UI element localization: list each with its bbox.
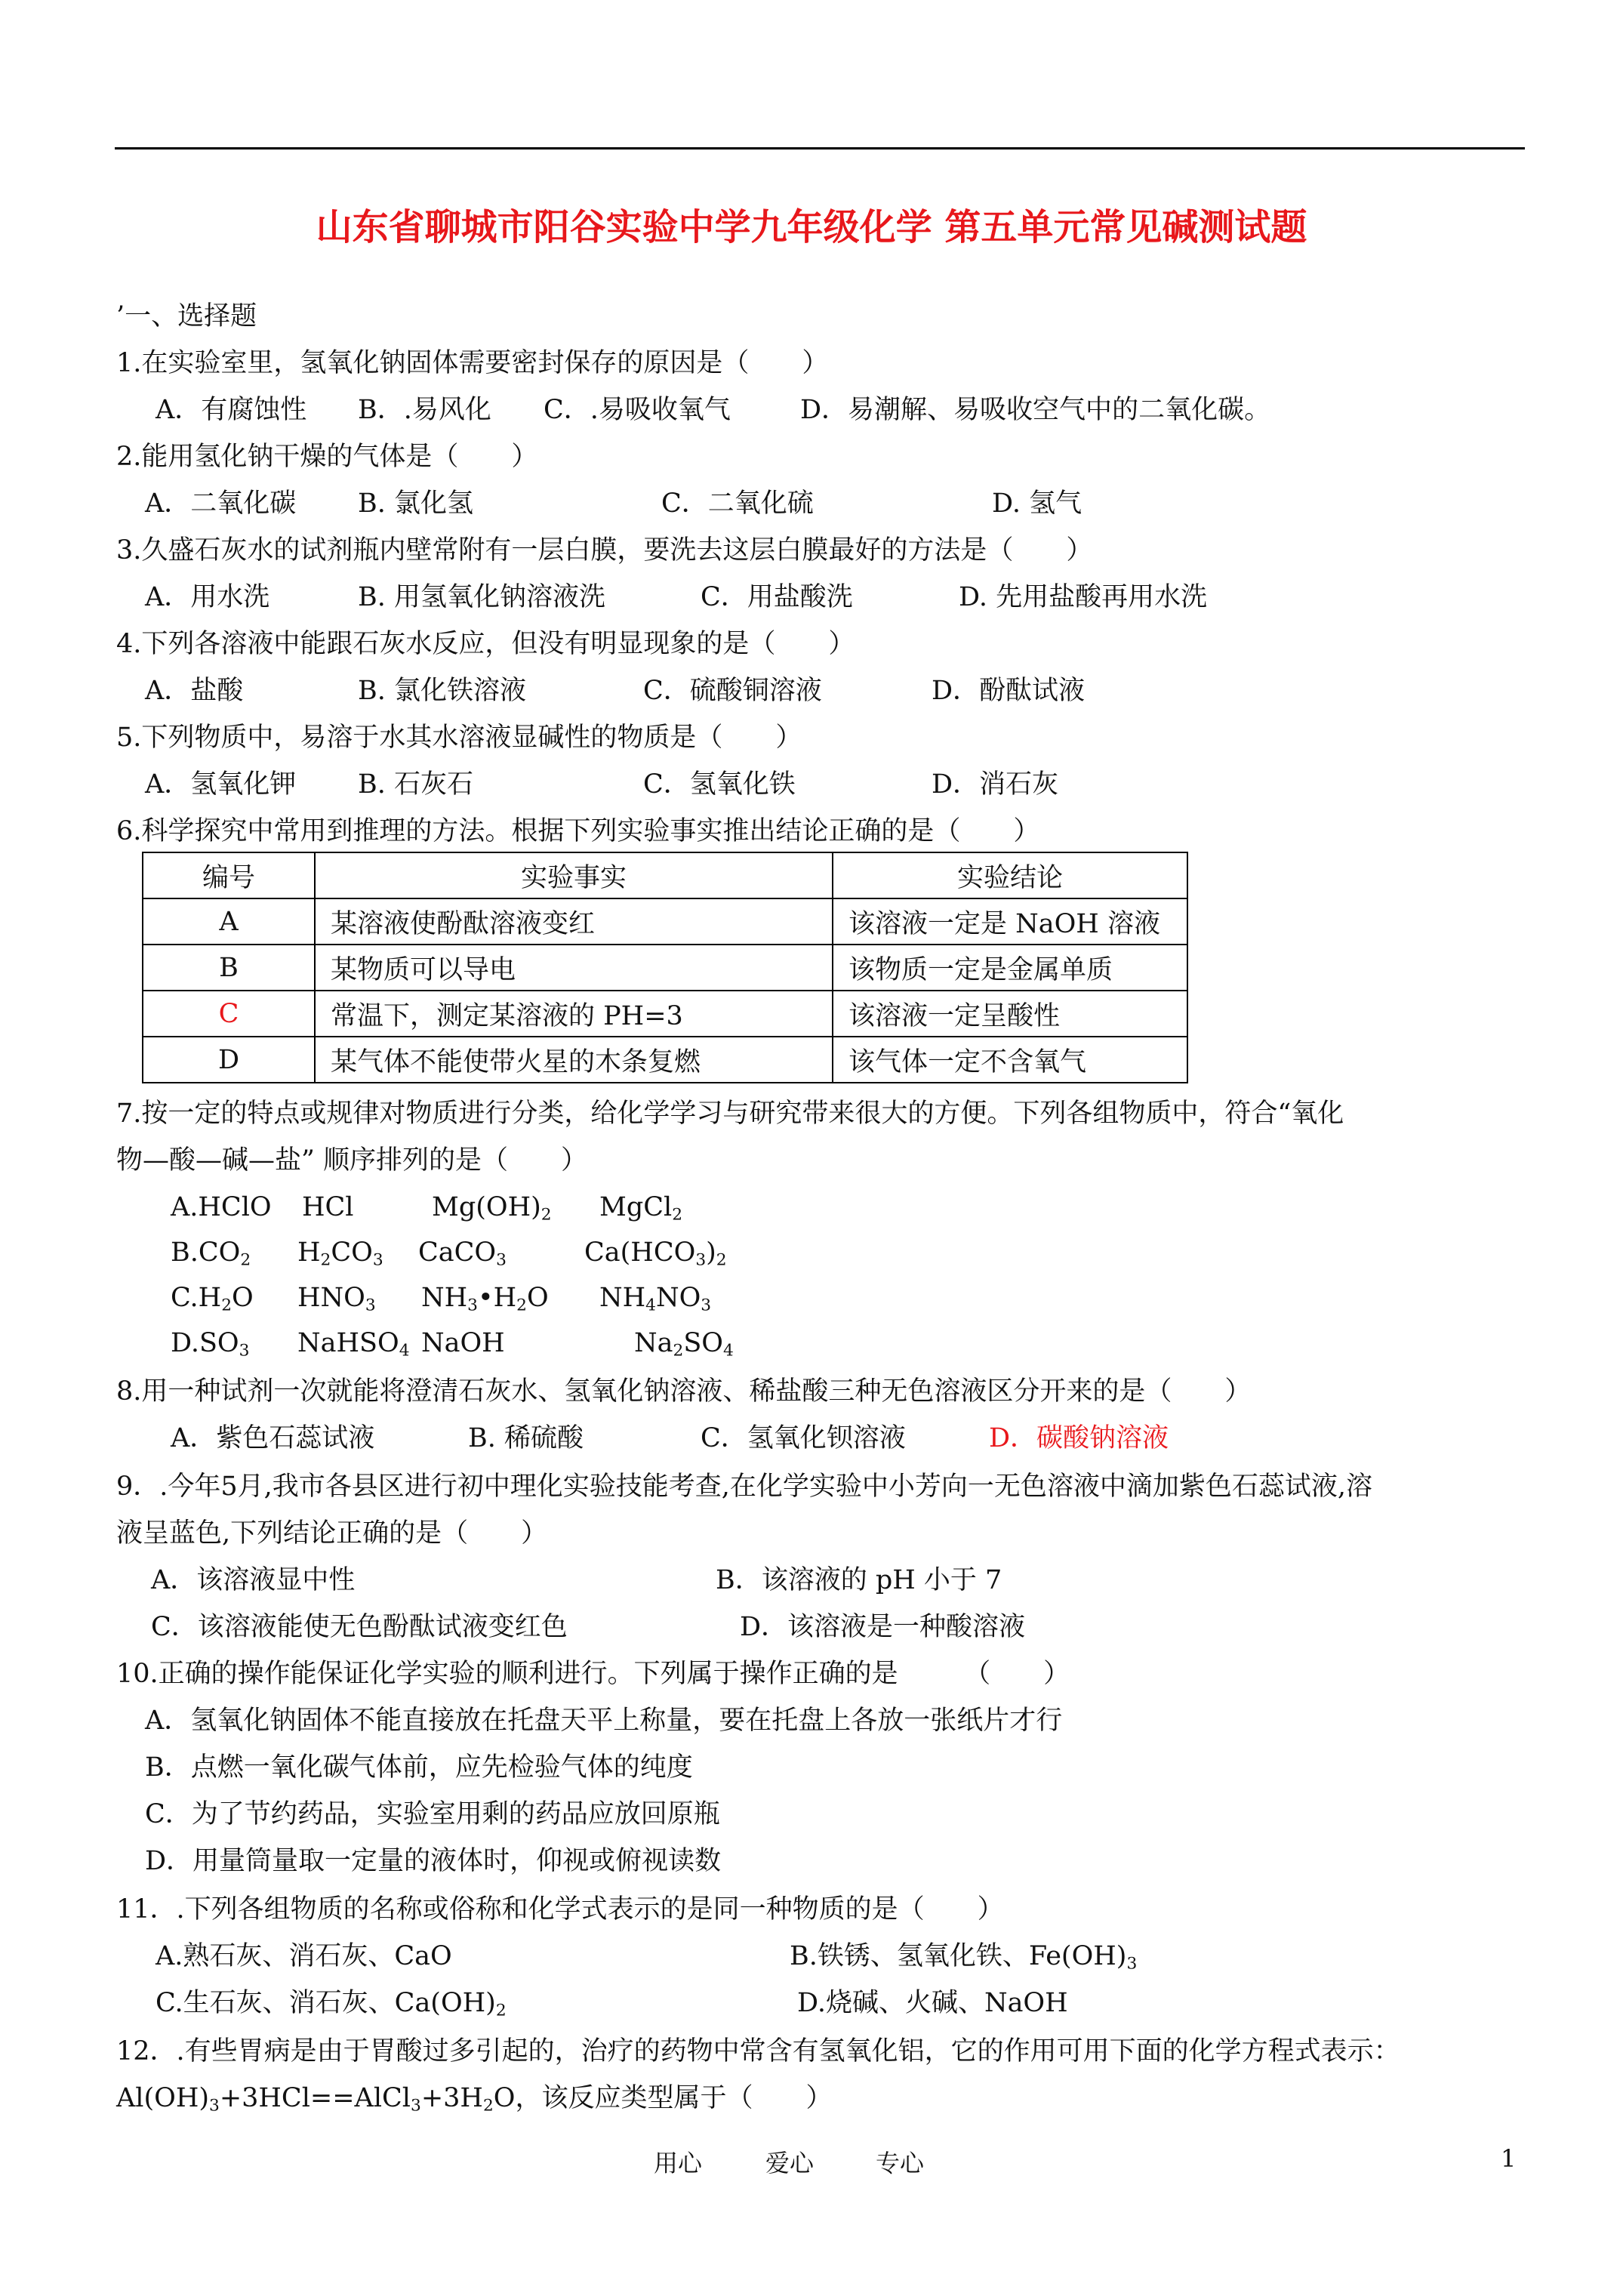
row-conclusion: 该物质一定是金属单质 <box>833 945 1187 991</box>
question-2-option-d: D. 氢气 <box>992 488 1083 519</box>
option-b-text: B.铁锈、氢氧化铁、Fe(OH) <box>790 1941 1127 1971</box>
question-5-option-a: A．氢氧化钾 <box>145 769 297 800</box>
question-5-option-d: D．消石灰 <box>932 769 1059 800</box>
question-5-option-c: C．氢氧化铁 <box>643 769 796 800</box>
question-7-option-d-salt: $Na_2SO_4$ <box>634 1328 734 1361</box>
question-2-option-a: A．二氧化碳 <box>145 488 297 519</box>
question-1-option-c: C．.易吸收氧气 <box>544 395 731 425</box>
question-4-option-a: A．盐酸 <box>145 676 244 706</box>
question-3-option-c: C．用盐酸洗 <box>701 582 853 612</box>
question-8-stem: 8.用一种试剂一次就能将澄清石灰水、氢氧化钠溶液、稀盐酸三种无色溶液区分开来的是（ ） <box>116 1376 1252 1407</box>
question-10-option-a: A．氢氧化钠固体不能直接放在托盘天平上称量，要在托盘上各放一张纸片才行 <box>145 1706 1063 1736</box>
header-fact: 实验事实 <box>315 852 833 898</box>
question-9-option-d: D．该溶液是一种酸溶液 <box>740 1612 1026 1642</box>
question-7-option-a: A.HClO <box>171 1192 272 1222</box>
question-1-option-b: B．.易风化 <box>358 395 491 425</box>
question-2-stem: 2.能用氢化钠干燥的气体是（ ） <box>116 442 538 472</box>
row-fact: 某溶液使酚酞溶液变红 <box>315 898 833 945</box>
row-id: A <box>143 898 315 945</box>
question-7-option-b-base: CaCO$_3$ <box>418 1237 507 1270</box>
question-4-stem: 4.下列各溶液中能跟石灰水反应，但没有明显现象的是（ ） <box>116 629 855 659</box>
question-7-stem-line1: 7.按一定的特点或规律对物质进行分类，给化学学习与研究带来很大的方便。下列各组物质中，符合“氧化 <box>116 1099 1344 1129</box>
row-fact: 常温下，测定某溶液的 PH=3 <box>315 991 833 1037</box>
footer-item: 用心 <box>654 2149 703 2177</box>
row-conclusion: 该溶液一定是 NaOH 溶液 <box>833 898 1187 945</box>
question-7-option-d-acid: NaHSO$_4$ <box>297 1328 410 1361</box>
header-id: 编号 <box>143 852 315 898</box>
question-8-option-b: B. 稀硫酸 <box>468 1423 584 1453</box>
question-5-option-b: B. 石灰石 <box>358 769 473 800</box>
page-number: 1 <box>1501 2144 1517 2173</box>
experiment-table <box>142 852 1188 1083</box>
table-row <box>143 1037 1187 1083</box>
question-9-stem-line1: 9．.今年5月,我市各县区进行初中理化实验技能考查,在化学实验中小芳向一无色溶液中滴加紫色石蕊试液,溶 <box>116 1472 1373 1502</box>
section-heading: ’一、选择题 <box>116 301 257 331</box>
question-3-stem: 3.久盛石灰水的试剂瓶内壁常附有一层白膜，要洗去这层白膜最好的方法是（ ） <box>116 535 1093 566</box>
question-4-option-b: B. 氯化铁溶液 <box>358 676 526 706</box>
question-8-option-a: A．紫色石蕊试液 <box>171 1423 375 1453</box>
question-7-option-a-acid: HCl <box>302 1192 354 1222</box>
question-11-stem: 11．.下列各组物质的名称或俗称和化学式表示的是同一种物质的是（ ） <box>116 1894 1004 1925</box>
table-header-row <box>143 852 1187 898</box>
row-conclusion: 该溶液一定呈酸性 <box>833 991 1187 1037</box>
question-7-stem-line2: 物—酸—碱—盐” 顺序排列的是（ ） <box>116 1145 588 1176</box>
question-12-stem: 12．.有些胃病是由于胃酸过多引起的，治疗的药物中常含有氢氧化铝，它的作用可用下面的化学方程式表示： <box>116 2036 1400 2066</box>
question-7-option-c-base: $NH_3•H_2O$ <box>421 1283 549 1315</box>
question-11-option-b <box>790 1939 1137 1974</box>
question-7-option-a-base: $Mg(OH)_2$ <box>432 1192 552 1225</box>
question-9-option-a: A．该溶液显中性 <box>151 1565 356 1595</box>
question-7-option-d-base: NaOH <box>421 1328 505 1358</box>
question-11-option-d: D.烧碱、火碱、NaOH <box>797 1988 1068 2018</box>
table-row <box>143 991 1187 1037</box>
question-7-option-d: $D.SO_3$ <box>171 1328 250 1361</box>
question-7-option-c-acid: $HNO_3$ <box>297 1283 376 1315</box>
question-11-option-c <box>156 1986 507 2020</box>
header-conclusion: 实验结论 <box>833 852 1187 898</box>
question-1-option-d: D．易潮解、易吸收空气中的二氧化碳。 <box>800 395 1271 425</box>
footer-item: 爱心 <box>765 2149 815 2177</box>
question-7-option-c: $C.H_2O$ <box>171 1283 254 1315</box>
question-7-option-b: $B.CO_2$ <box>171 1237 251 1270</box>
question-3-option-a: A．用水洗 <box>145 582 270 612</box>
question-4-option-c: C．硫酸铜溶液 <box>643 676 822 706</box>
question-9-option-b: B．该溶液的 pH 小于 7 <box>716 1565 1002 1595</box>
question-3-option-b: B. 用氢氧化钠溶液洗 <box>358 582 605 612</box>
question-6-stem: 6.科学探究中常用到推理的方法。根据下列实验事实推出结论正确的是（ ） <box>116 816 1040 846</box>
footer-item: 专心 <box>876 2149 925 2177</box>
row-id: D <box>143 1037 315 1083</box>
row-fact: 某气体不能使带火星的木条复燃 <box>315 1037 833 1083</box>
question-10-stem: 10.正确的操作能保证化学实验的顺利进行。下列属于操作正确的是 （ ） <box>116 1659 1070 1689</box>
question-1-stem: 1.在实验室里，氢氧化钠固体需要密封保存的原因是（ ） <box>116 348 829 378</box>
question-9-option-c: C．该溶液能使无色酚酞试液变红色 <box>151 1612 568 1642</box>
row-id: B <box>143 945 315 991</box>
subscript: 2 <box>495 2001 507 2020</box>
question-5-stem: 5.下列物质中，易溶于水其水溶液显碱性的物质是（ ） <box>116 723 802 753</box>
table-row <box>143 945 1187 991</box>
question-8-option-c: C．氢氧化钡溶液 <box>701 1423 906 1453</box>
question-11-option-a: A.熟石灰、消石灰、CaO <box>156 1941 452 1971</box>
question-9-stem-line2: 液呈蓝色,下列结论正确的是（ ） <box>116 1518 548 1549</box>
row-id-highlighted: C <box>143 991 315 1037</box>
question-3-option-d: D. 先用盐酸再用水洗 <box>959 582 1208 612</box>
question-10-option-c: C．为了节约药品，实验室用剩的药品应放回原瓶 <box>145 1799 720 1829</box>
page-title: 山东省聊城市阳谷实验中学九年级化学 第五单元常见碱测试题 <box>316 206 1307 248</box>
question-10-option-d: D．用量筒量取一定量的液体时，仰视或俯视读数 <box>145 1846 722 1876</box>
option-c-text: C.生石灰、消石灰、Ca(OH) <box>156 1988 496 2018</box>
subscript: 3 <box>1126 1954 1138 1974</box>
row-fact: 某物质可以导电 <box>315 945 833 991</box>
question-8-option-d: D．碳酸钠溶液 <box>989 1423 1169 1453</box>
table-row <box>143 898 1187 945</box>
question-2-option-b: B. 氯化氢 <box>358 488 473 519</box>
question-4-option-d: D．酚酞试液 <box>932 676 1086 706</box>
header-rule <box>115 147 1525 149</box>
question-12-equation: $Al(OH)_3+3HCl==AlCl_3+3H_2O$，该反应类型属于（ ） <box>116 2083 833 2116</box>
question-10-option-b: B．点燃一氧化碳气体前，应先检验气体的纯度 <box>145 1752 693 1783</box>
row-conclusion: 该气体一定不含氧气 <box>833 1037 1187 1083</box>
question-2-option-c: C．二氧化硫 <box>661 488 814 519</box>
question-12-suffix: ，该反应类型属于（ ） <box>515 2083 833 2113</box>
question-7-option-b-salt: $Ca(HCO_3)_2$ <box>584 1237 727 1270</box>
question-7-option-a-salt: MgCl$_2$ <box>599 1192 683 1225</box>
question-7-option-b-acid: $H_2CO_3$ <box>297 1237 383 1270</box>
question-7-option-c-salt: $NH_4NO_3$ <box>599 1283 712 1315</box>
question-1-option-a: A．有腐蚀性 <box>156 395 307 425</box>
